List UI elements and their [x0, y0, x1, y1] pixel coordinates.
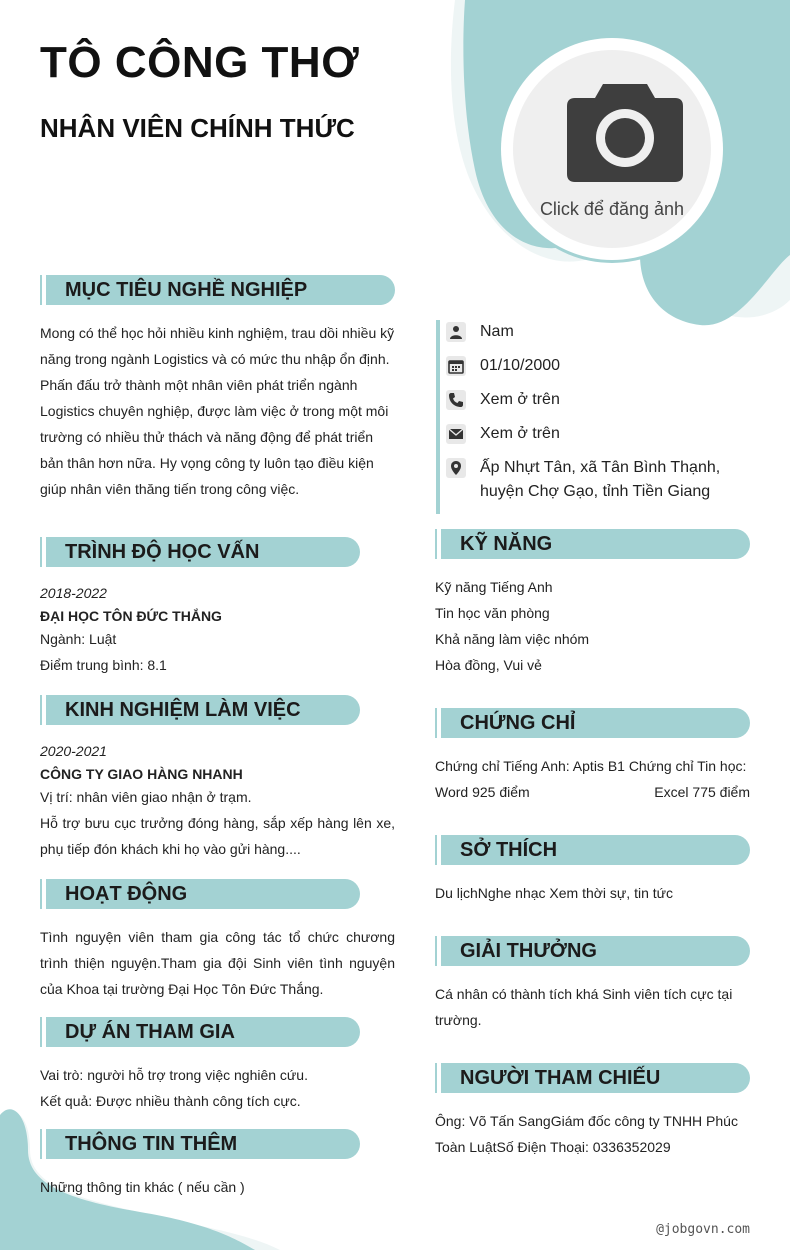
hobbies-text: Du lịchNghe nhạc Xem thời sự, tin tức [435, 885, 674, 901]
camera-icon [565, 78, 685, 183]
section-experience [40, 695, 360, 725]
section-education [40, 537, 360, 567]
section-title: GIẢI THƯỞNG [460, 939, 597, 962]
certificates-block [435, 753, 750, 805]
skill-item: Khả năng làm việc nhóm [435, 631, 590, 647]
education-major: Ngành: Luật [40, 631, 117, 647]
section-projects [40, 1017, 360, 1047]
section-hobbies [435, 835, 750, 865]
objective-text [40, 320, 395, 502]
skill-item: Tin học văn phòng [435, 605, 550, 621]
experience-block [40, 738, 395, 862]
activities-text: Tình nguyện viên tham gia công tác tổ chức chương trình thiện nguyện.Tham gia đội Sinh viên tình nguyện của Khoa tại trường Đại Học Tôn Đức Thắng. [40, 929, 395, 997]
photo-upload-label[interactable]: Click để đăng ảnh [539, 199, 685, 219]
watermark: @jobgovn.com [656, 1222, 750, 1237]
section-title: DỰ ÁN THAM GIA [65, 1020, 235, 1043]
contact-email [446, 422, 756, 446]
word-score: Word 925 điểm [435, 784, 530, 800]
section-objective [40, 275, 395, 305]
experience-years: 2020-2021 [40, 743, 107, 759]
objective-line: Mong có thể học hỏi nhiều kinh nghiệm, trau dồi nhiều kỹ [40, 325, 395, 341]
excel-score: Excel 775 điểm [654, 784, 750, 800]
objective-line: trường có nhiều thử thách và năng động để phát triển [40, 429, 374, 445]
calendar-icon [446, 356, 466, 376]
references-text: Ông: Võ Tấn SangGiám đốc công ty TNHH Phúc Toàn LuậtSố Điện Thoại: 0336352029 [435, 1113, 738, 1155]
profile-photo-upload[interactable] [501, 38, 723, 260]
skill-item: Kỹ năng Tiếng Anh [435, 579, 553, 595]
section-extra-info [40, 1129, 360, 1159]
section-references [435, 1063, 750, 1093]
user-icon [446, 322, 466, 342]
objective-line: bản thân hơn nữa. Hy vọng công ty luôn tạo điều kiện [40, 455, 374, 471]
section-title: THÔNG TIN THÊM [65, 1132, 238, 1155]
section-title: NGƯỜI THAM CHIẾU [460, 1066, 661, 1089]
company-name: CÔNG TY GIAO HÀNG NHANH [40, 766, 243, 782]
experience-role: Vị trí: nhân viên giao nhận ở trạm. [40, 789, 252, 805]
address-value: Ấp Nhựt Tân, xã Tân Bình Thạnh, huyện Chợ Gạo, tỉnh Tiền Giang [480, 459, 721, 500]
objective-line: Phấn đấu trở thành một nhân viên phát triển ngành [40, 377, 358, 393]
candidate-position: NHÂN VIÊN CHÍNH THỨC [40, 113, 355, 143]
education-block [40, 580, 395, 678]
section-title: HOẠT ĐỘNG [65, 882, 188, 905]
projects-block [40, 1062, 395, 1114]
awards-text: Cá nhân có thành tích khá Sinh viên tích cực tại trường. [435, 986, 733, 1028]
location-icon [446, 458, 466, 478]
section-title: CHỨNG CHỈ [460, 711, 576, 734]
experience-desc: Hỗ trợ bưu cục trưởng đóng hàng, sắp xếp hàng lên xe, phụ tiếp đón khách khi họ vào gửi hàng.... [40, 815, 395, 857]
candidate-name: TÔ CÔNG THƠ [40, 38, 360, 87]
section-title: MỤC TIÊU NGHỀ NGHIỆP [65, 278, 308, 301]
education-years: 2018-2022 [40, 585, 107, 601]
project-result: Kết quả: Được nhiều thành công tích cực. [40, 1093, 301, 1109]
phone-icon [446, 390, 466, 410]
objective-line: giúp nhân viên thăng tiến trong công việc. [40, 481, 300, 497]
section-awards [435, 936, 750, 966]
section-skills [435, 529, 750, 559]
objective-line: Logistics chuyên nghiệp, được làm việc ở trong một môi [40, 403, 389, 419]
objective-line: năng trong ngành Logistics và có mức thu nhập ổn định. [40, 351, 390, 367]
education-gpa: Điểm trung bình: 8.1 [40, 657, 167, 673]
contact-info [436, 320, 756, 514]
section-title: TRÌNH ĐỘ HỌC VẤN [65, 540, 260, 563]
skills-list [435, 574, 750, 678]
certificate-scores [435, 779, 750, 805]
phone-value: Xem ở trên [480, 391, 560, 408]
certificate-line: Chứng chỉ Tiếng Anh: Aptis B1 Chứng chỉ Tin học: [435, 758, 747, 774]
dob-value: 01/10/2000 [480, 357, 561, 374]
section-title: KỸ NĂNG [460, 532, 553, 555]
project-role: Vai trò: người hỗ trợ trong việc nghiên cứu. [40, 1067, 308, 1083]
section-activities [40, 879, 360, 909]
contact-dob [446, 354, 756, 378]
extra-info-text: Những thông tin khác ( nếu cần ) [40, 1179, 245, 1195]
mail-icon [446, 424, 466, 444]
section-title: SỞ THÍCH [460, 838, 558, 861]
photo-placeholder[interactable] [513, 50, 711, 248]
gender-value: Nam [480, 323, 514, 340]
contact-phone [446, 388, 756, 412]
email-value: Xem ở trên [480, 425, 560, 442]
section-certificates [435, 708, 750, 738]
skill-item: Hòa đồng, Vui vẻ [435, 657, 542, 673]
contact-address [446, 456, 756, 504]
school-name: ĐẠI HỌC TÔN ĐỨC THẮNG [40, 608, 222, 624]
section-title: KINH NGHIỆM LÀM VIỆC [65, 698, 301, 721]
contact-gender [446, 320, 756, 344]
